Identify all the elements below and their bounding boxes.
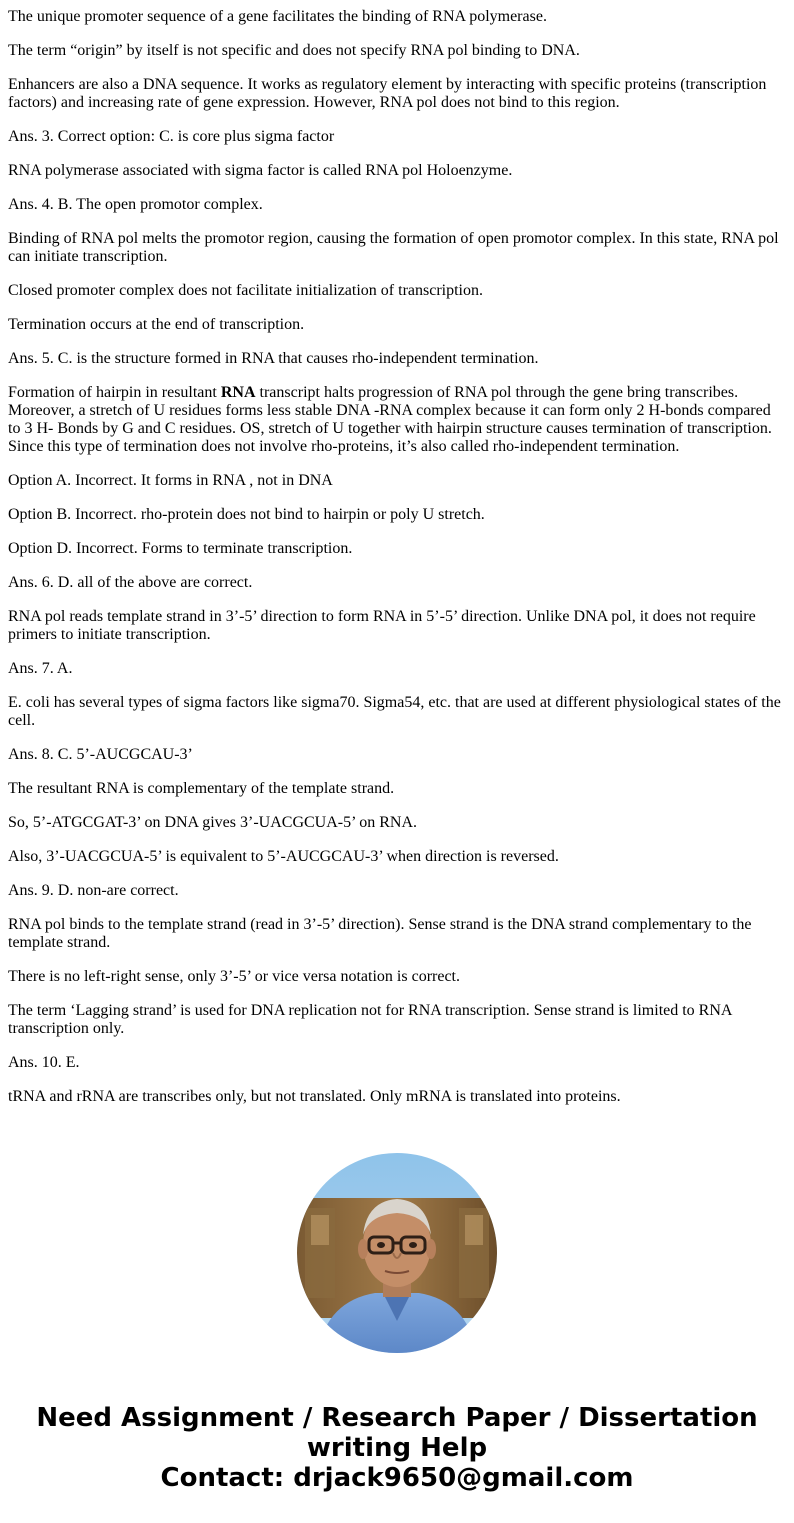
paragraph-25: There is no left-right sense, only 3’-5’ or vice versa notation is correct. <box>8 968 460 985</box>
paragraph-1: The unique promoter sequence of a gene facilitates the binding of RNA polymerase. <box>8 8 547 25</box>
paragraph-22: Also, 3’-UACGCUA-5’ is equivalent to 5’-AUCGCAU-3’ when direction is reversed. <box>8 848 559 865</box>
paragraph-hairpin-start: Formation of hairpin in resultant <box>8 384 221 401</box>
paragraph-hairpin-bold: RNA <box>220 384 256 401</box>
paragraph-hairpin <box>8 384 786 456</box>
promo-contact: Contact: drjack9650@gmail.com <box>160 1463 634 1493</box>
answer-5: Ans. 5. C. is the structure formed in RNA that causes rho-independent termination. <box>8 350 539 367</box>
promo-line-1: Need Assignment / Research Paper / Dissertation <box>36 1403 758 1433</box>
paragraph-18: E. coli has several types of sigma factors like sigma70. Sigma54, etc. that are used at different physiological states of the cell. <box>8 694 781 729</box>
option-d: Option D. Incorrect. Forms to terminate transcription. <box>8 540 353 557</box>
paragraph-9: Termination occurs at the end of transcription. <box>8 316 305 333</box>
option-b: Option B. Incorrect. rho-protein does not bind to hairpin or poly U stretch. <box>8 506 485 523</box>
paragraph-8: Closed promoter complex does not facilitate initialization of transcription. <box>8 282 483 299</box>
author-avatar <box>297 1153 497 1353</box>
answer-4: Ans. 4. B. The open promotor complex. <box>8 196 263 213</box>
answer-3: Ans. 3. Correct option: C. is core plus sigma factor <box>8 128 335 145</box>
answer-6: Ans. 6. D. all of the above are correct. <box>8 574 253 591</box>
paragraph-26: The term ‘Lagging strand’ is used for DNA replication not for RNA transcription. Sense strand is limited to RNA transcription only. <box>8 1002 732 1037</box>
answer-7: Ans. 7. A. <box>8 660 73 677</box>
promo-line-2: writing Help <box>306 1433 488 1463</box>
paragraph-21: So, 5’-ATGCGAT-3’ on DNA gives 3’-UACGCUA-5’ on RNA. <box>8 814 418 831</box>
paragraph-16: RNA pol reads template strand in 3’-5’ direction to form RNA in 5’-5’ direction. Unlike DNA pol, it does not require primers to initiate transcription. <box>8 608 756 643</box>
answer-10: Ans. 10. E. <box>8 1054 80 1071</box>
answer-8: Ans. 8. C. 5’-AUCGCAU-3’ <box>8 746 193 763</box>
paragraph-2: The term “origin” by itself is not specific and does not specify RNA pol binding to DNA. <box>8 42 580 59</box>
paragraph-20: The resultant RNA is complementary of the template strand. <box>8 780 395 797</box>
paragraph-3: Enhancers are also a DNA sequence. It works as regulatory element by interacting with specific proteins (transcription factors) and increasing rate of gene expression. However, RNA pol does not bind to this region. <box>8 76 767 111</box>
author-portrait-image <box>297 1153 497 1353</box>
paragraph-5: RNA polymerase associated with sigma factor is called RNA pol Holoenzyme. <box>8 162 513 179</box>
paragraph-hairpin-end: transcript halts progression of RNA pol through the gene bring transcribes. Moreover, a stretch of U residues forms less stable DNA -RNA complex because it can form only 2 H-bonds compared to 3 H- Bonds by G and C residues. OS, stretch of U together with hairpin structure causes termination of transcription. Since this type of termination does not involve rho-proteins, it’s also called rho-independent termination. <box>8 384 772 455</box>
option-a: Option A. Incorrect. It forms in RNA , not in DNA <box>8 472 333 489</box>
paragraph-24: RNA pol binds to the template strand (read in 3’-5’ direction). Sense strand is the DNA strand complementary to the template strand. <box>8 916 752 951</box>
answer-9: Ans. 9. D. non-are correct. <box>8 882 179 899</box>
paragraph-28: tRNA and rRNA are transcribes only, but not translated. Only mRNA is translated into proteins. <box>8 1088 621 1105</box>
promo-banner <box>0 1403 794 1493</box>
paragraph-7: Binding of RNA pol melts the promotor region, causing the formation of open promotor complex. In this state, RNA pol can initiate transcription. <box>8 230 779 265</box>
